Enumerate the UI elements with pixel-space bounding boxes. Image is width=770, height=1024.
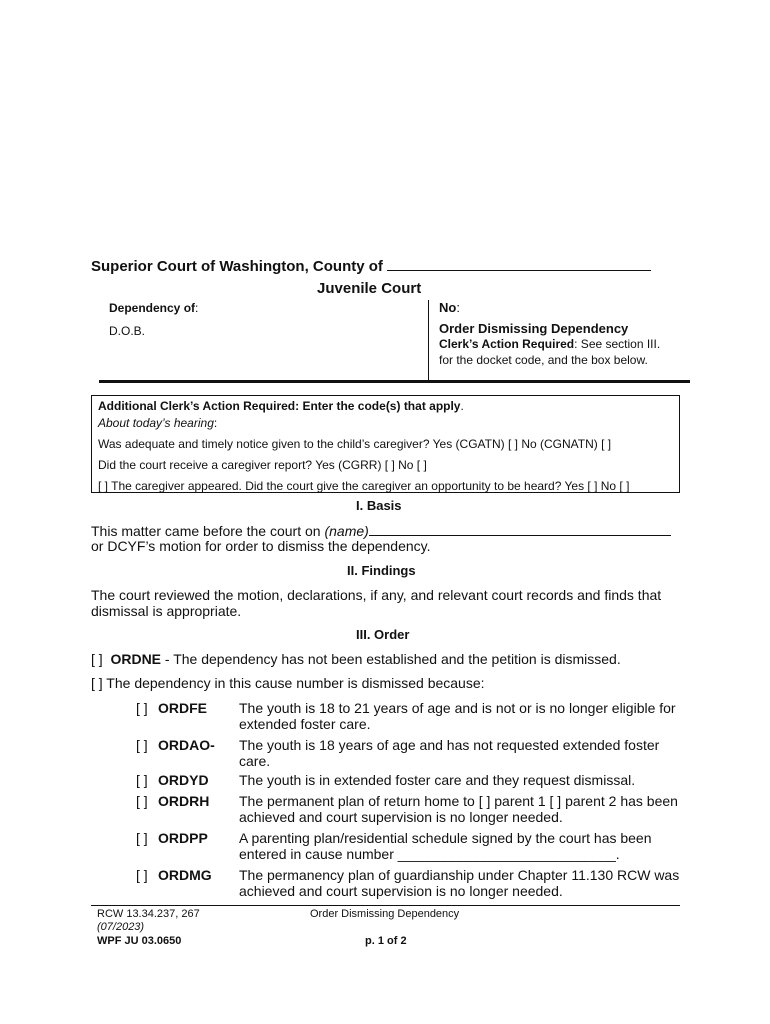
caregiver-notice-question[interactable]: Was adequate and timely notice given to the child’s caregiver? Yes (CGATN) [ ] No (CGNATN) [ ] <box>98 437 612 451</box>
desc-ordao: The youth is 18 years of age and has not requested extended foster care. <box>239 737 660 769</box>
clerk-action-note-line2: for the docket code, and the box below. <box>439 353 648 367</box>
caregiver-heard-question[interactable]: [ ] The caregiver appeared. Did the court give the caregiver an opportunity to be heard? Yes [ ] No [ ] <box>98 479 630 493</box>
footer-rcw: RCW 13.34.237, 267 <box>97 908 200 920</box>
code-ordpp: ORDPP <box>158 830 208 846</box>
checkbox-ordao[interactable]: [ ] <box>136 737 148 753</box>
caregiver-report-question[interactable]: Did the court receive a caregiver report? Yes (CGRR) [ ] No [ ] <box>98 458 427 472</box>
code-ordmg: ORDMG <box>158 867 212 883</box>
basis-heading: I. Basis <box>356 498 402 513</box>
checkbox-ordmg[interactable]: [ ] <box>136 867 148 883</box>
footer-page-number: p. 1 of 2 <box>365 935 407 947</box>
name-blank[interactable] <box>369 521 671 536</box>
court-title: Superior Court of Washington, County of <box>91 256 651 275</box>
desc-ordfe: The youth is 18 to 21 years of age and is not or is no longer eligible for extended foster care. <box>239 700 676 732</box>
document-title: Order Dismissing Dependency <box>439 321 629 336</box>
hearing-label: About today’s hearing: <box>98 416 218 430</box>
dismissed-because-line[interactable]: [ ] The dependency in this cause number is dismissed because: <box>91 675 485 691</box>
desc-ordpp: A parenting plan/residential schedule signed by the court has been entered in cause number ____________________________. <box>239 830 652 862</box>
desc-ordmg: The permanency plan of guardianship under Chapter 11.130 RCW was achieved and court supervision is no longer needed. <box>239 867 680 899</box>
footer-date: (07/2023) <box>97 921 145 933</box>
dependency-of-label: Dependency of: <box>109 301 199 315</box>
desc-ordyd: The youth is in extended foster care and they request dismissal. <box>239 772 636 788</box>
footer-form-number: WPF JU 03.0650 <box>97 935 182 947</box>
code-ordfe: ORDFE <box>158 700 207 716</box>
header-divider-vertical <box>428 300 429 380</box>
checkbox-ordrh[interactable]: [ ] <box>136 793 148 809</box>
checkbox-ordyd[interactable]: [ ] <box>136 772 148 788</box>
checkbox-ordpp[interactable]: [ ] <box>136 830 148 846</box>
header-rule <box>99 380 690 383</box>
findings-line2: dismissal is appropriate. <box>91 603 242 619</box>
court-subtitle: Juvenile Court <box>317 280 422 297</box>
order-heading: III. Order <box>356 627 410 642</box>
basis-line1: This matter came before the court on (name) <box>91 521 671 539</box>
county-blank[interactable] <box>387 256 651 271</box>
case-number-label: No: <box>439 300 460 315</box>
checkbox-ordfe[interactable]: [ ] <box>136 700 148 716</box>
footer-doc-title: Order Dismissing Dependency <box>310 908 460 920</box>
dob-label: D.O.B. <box>109 324 146 338</box>
desc-ordrh: The permanent plan of return home to [ ] parent 1 [ ] parent 2 has been achieved and court supervision is no longer needed. <box>239 793 678 825</box>
basis-line2: or DCYF’s motion for order to dismiss the dependency. <box>91 538 431 554</box>
findings-line1: The court reviewed the motion, declarations, if any, and relevant court records and finds that <box>91 587 662 603</box>
code-ordrh: ORDRH <box>158 793 210 809</box>
ordne-line[interactable]: [ ] ORDNE - The dependency has not been established and the petition is dismissed. <box>91 651 621 667</box>
clerk-action-note-line1: Clerk’s Action Required: See section III. <box>439 337 661 351</box>
findings-heading: II. Findings <box>347 563 416 578</box>
code-ordyd: ORDYD <box>158 772 209 788</box>
code-ordao: ORDAO- <box>158 737 215 753</box>
footer-rule <box>91 905 680 906</box>
clerk-box-title: Additional Clerk’s Action Required: Enter the code(s) that apply. <box>98 399 464 413</box>
